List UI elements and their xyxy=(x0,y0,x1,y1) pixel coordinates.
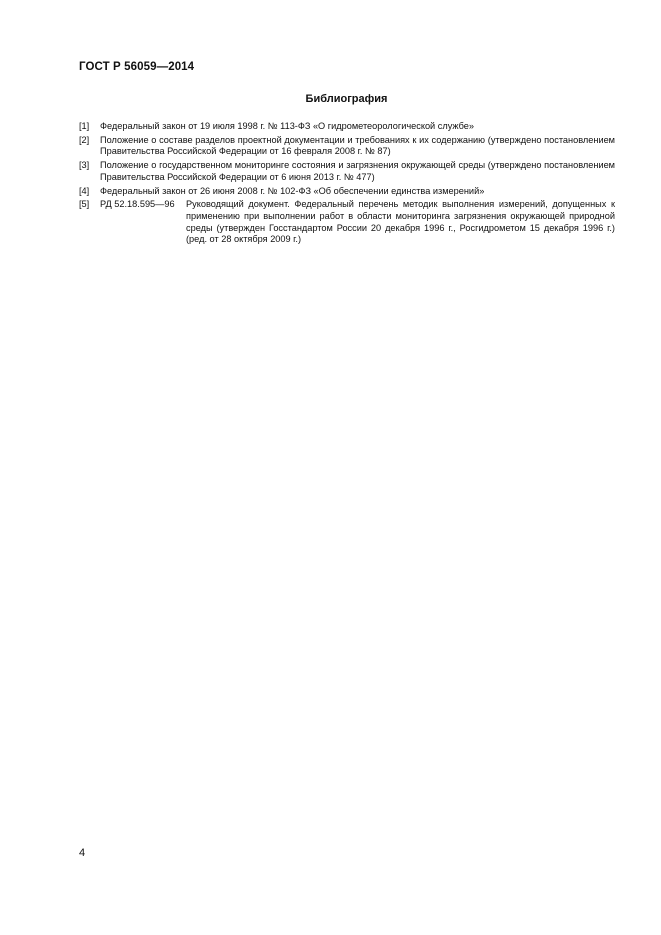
bibliography-text: Федеральный закон от 19 июля 1998 г. № 113-ФЗ «О гидрометеорологической службе» xyxy=(100,121,475,131)
bibliography-number: [2] xyxy=(79,134,90,145)
bibliography-text: Положение о составе разделов проектной документации и требованиях к их содержанию (утверждено постановлением Правительства Российской Федерации от 16 февраля 2008 г. № 87) xyxy=(100,134,615,157)
bibliography-text: Руководящий документ. Федеральный перечень методик выполнения измерений, допущенных к применению при выполнении работ в области мониторинга загрязнения окружающей природной среды (утвержден Госстандартом России 20 декабря 1996 г., Росгидрометом 15 декабря 1996 г.) (ред. от 28 октября 2009 г.) xyxy=(186,199,615,245)
bibliography-code: РД 52.18.595—96 xyxy=(100,199,175,210)
bibliography-item xyxy=(79,121,615,133)
bibliography-number: [1] xyxy=(79,121,90,131)
document-code: ГОСТ Р 56059—2014 xyxy=(79,61,195,73)
bibliography-list xyxy=(79,121,615,248)
page-number: 4 xyxy=(79,847,86,859)
bibliography-item xyxy=(79,186,615,198)
bibliography-number: [4] xyxy=(79,185,90,196)
bibliography-item xyxy=(79,199,615,245)
bibliography-text: Федеральный закон от 26 июня 2008 г. № 102-ФЗ «Об обеспечении единства измерений» xyxy=(100,185,485,196)
bibliography-number: [3] xyxy=(79,160,90,171)
bibliography-number: [5] xyxy=(79,199,90,210)
bibliography-text: Положение о государственном мониторинге состояния и загрязнения окружающей среды (утверждено постановлением Правительства Российской Федерации от 6 июня 2013 г. № 477) xyxy=(100,160,615,182)
bibliography-item xyxy=(79,160,615,183)
section-title: Библиография xyxy=(305,93,388,105)
bibliography-item xyxy=(79,135,615,158)
